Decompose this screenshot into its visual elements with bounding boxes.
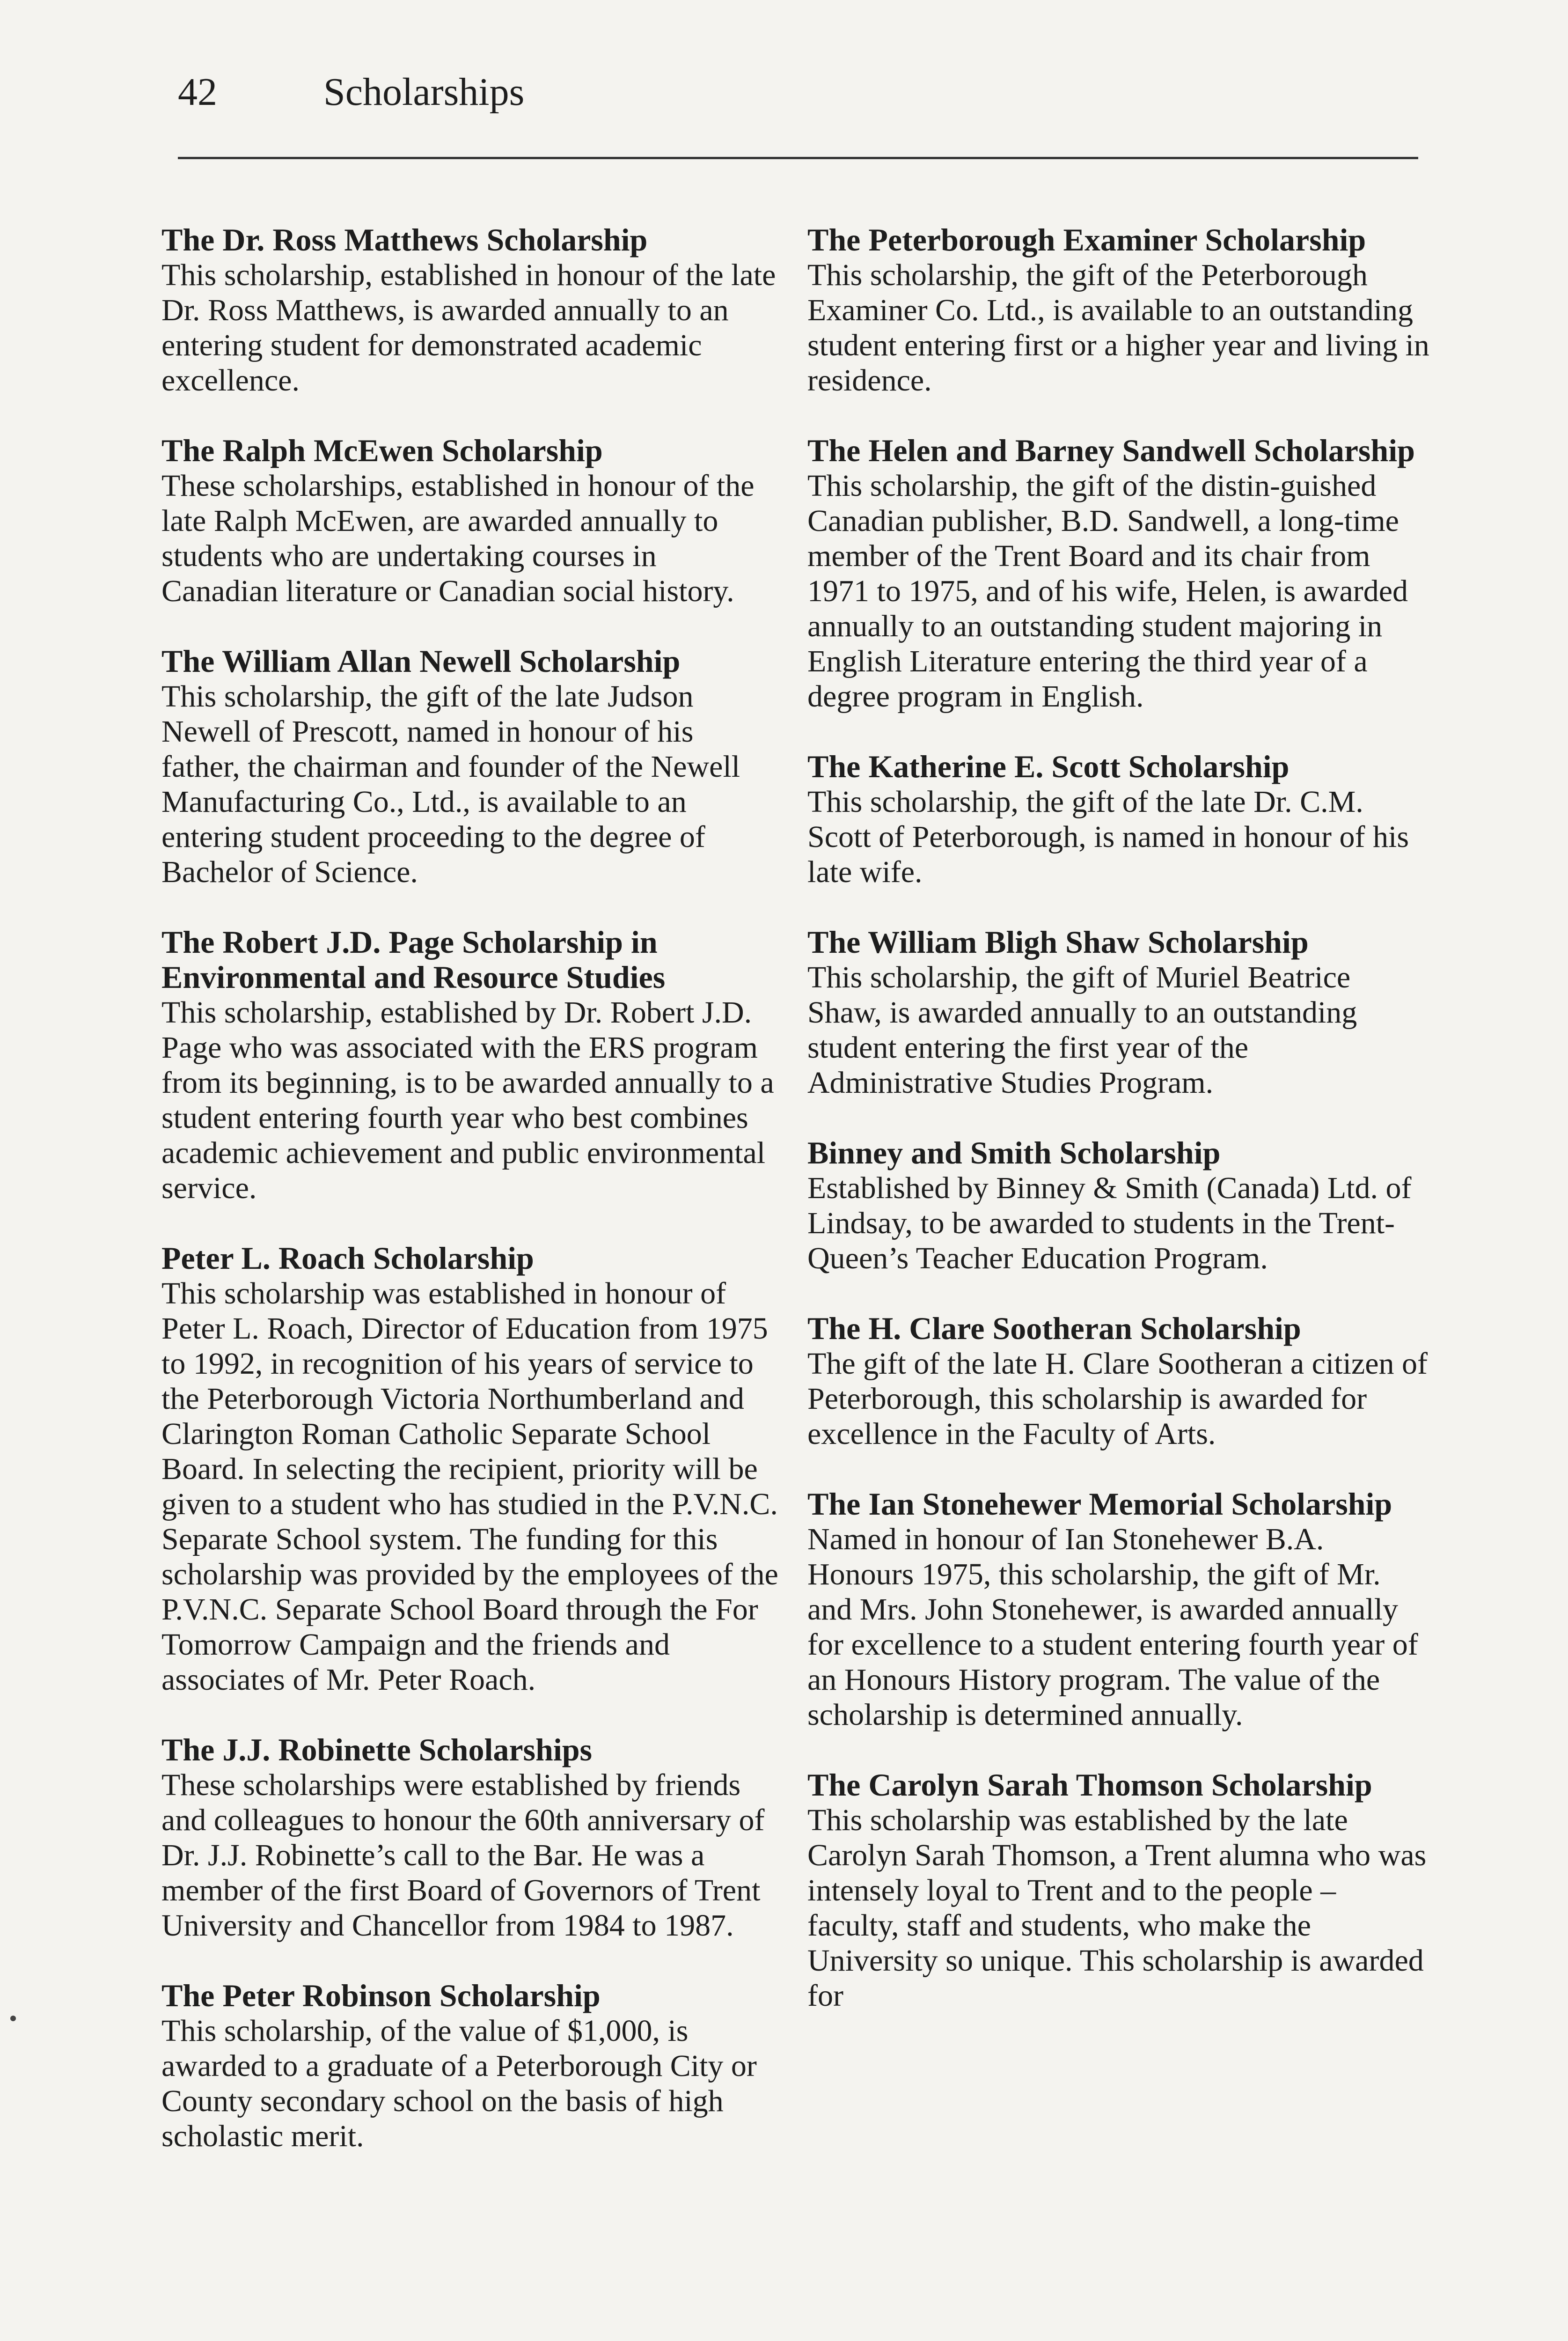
scholarship-entry <box>807 1135 1430 1276</box>
scholarship-title: The Ian Stonehewer Memorial Scholarship <box>807 1486 1392 1522</box>
scholarship-title: Peter L. Roach Scholarship <box>161 1240 534 1276</box>
scholarship-entry <box>161 1732 779 1943</box>
scholarship-description: This scholarship, established in honour of the late Dr. Ross Matthews, is awarded annually to an entering student for demonstrated academic excellence. <box>161 258 776 398</box>
scholarship-description: Established by Binney & Smith (Canada) Ltd. of Lindsay, to be awarded to students in the Trent-Queen’s Teacher Education Program. <box>807 1171 1412 1275</box>
scholarship-title: Binney and Smith Scholarship <box>807 1135 1221 1170</box>
scholarship-description: This scholarship was established by the late Carolyn Sarah Thomson, a Trent alumna who was intensely loyal to Trent and to the people – faculty, staff and students, who make the University so unique. This scholarship is awarded for <box>807 1803 1427 2013</box>
scholarship-title: The Robert J.D. Page Scholarship in Environmental and Resource Studies <box>161 924 666 995</box>
scholarship-entry <box>161 925 779 1206</box>
scholarship-description: This scholarship, established by Dr. Robert J.D. Page who was associated with the ERS program from its beginning, is to be awarded annually to a student entering fourth year who best combines academic achievement and public environmental service. <box>161 995 774 1205</box>
scholarship-description: This scholarship was established in honour of Peter L. Roach, Director of Education from 1975 to 1992, in recognition of his years of service to the Peterborough Victoria Northumberland and Clarington Roman Catholic Separate School Board. In selecting the recipient, priority will be given to a student who has studied in the P.V.N.C. Separate School system. The funding for this scholarship was provided by the employees of the P.V.N.C. Separate School Board through the For Tomorrow Campaign and the friends and associates of Mr. Peter Roach. <box>161 1276 778 1697</box>
scholarship-description: This scholarship, the gift of the Peterborough Examiner Co. Ltd., is available to an outstanding student entering first or a higher year and living in residence. <box>807 258 1429 398</box>
scholarship-entry <box>161 433 779 609</box>
scholarship-description: The gift of the late H. Clare Sootheran a citizen of Peterborough, this scholarship is awarded for excellence in the Faculty of Arts. <box>807 1347 1428 1451</box>
scholarship-title: The Peter Robinson Scholarship <box>161 1978 601 2013</box>
scholarship-title: The Dr. Ross Matthews Scholarship <box>161 222 648 258</box>
scholarship-entry <box>161 222 779 398</box>
scholarship-entry <box>807 749 1430 890</box>
scholarship-title: The Ralph McEwen Scholarship <box>161 433 603 468</box>
right-column <box>807 222 1430 2048</box>
scholarship-title: The William Allan Newell Scholarship <box>161 643 681 679</box>
scholarship-title: The H. Clare Sootheran Scholarship <box>807 1310 1301 1346</box>
page-number: 42 <box>178 70 217 114</box>
scholarship-entry <box>807 1767 1430 2013</box>
scholarship-description: This scholarship, the gift of the distin-guished Canadian publisher, B.D. Sandwell, a long-time member of the Trent Board and its chair from 1971 to 1975, and of his wife, Helen, is awarded annually to an outstanding student majoring in English Literature entering the third year of a degree program in English. <box>807 469 1408 714</box>
scholarship-title: The Katherine E. Scott Scholarship <box>807 749 1290 784</box>
scholarship-description: Named in honour of Ian Stonehewer B.A. Honours 1975, this scholarship, the gift of Mr. and Mrs. John Stonehewer, is awarded annually for excellence to a student entering fourth year of an Honours History program. The value of the scholarship is determined annually. <box>807 1522 1418 1732</box>
scholarship-entry <box>807 433 1430 714</box>
scholarship-title: The Helen and Barney Sandwell Scholarship <box>807 433 1415 468</box>
header-rule <box>178 157 1418 159</box>
scholarship-entry <box>807 1487 1430 1732</box>
scholarship-entry <box>161 1978 779 2154</box>
scholarship-title: The William Bligh Shaw Scholarship <box>807 924 1309 960</box>
section-title: Scholarships <box>323 70 525 114</box>
scholarship-entry <box>161 644 779 890</box>
scholarship-description: This scholarship, the gift of Muriel Beatrice Shaw, is awarded annually to an outstanding student entering the first year of the Administrative Studies Program. <box>807 960 1357 1100</box>
scholarship-title: The Carolyn Sarah Thomson Scholarship <box>807 1767 1372 1803</box>
scholarship-description: These scholarships were established by friends and colleagues to honour the 60th anniversary of Dr. J.J. Robinette’s call to the Bar. He was a member of the first Board of Governors of Trent University and Chancellor from 1984 to 1987. <box>161 1768 765 1943</box>
scholarship-description: This scholarship, the gift of the late Dr. C.M. Scott of Peterborough, is named in honour of his late wife. <box>807 785 1409 889</box>
scholarship-entry <box>161 1241 779 1697</box>
scholarship-title: The J.J. Robinette Scholarships <box>161 1732 592 1767</box>
scan-speck <box>10 2016 16 2021</box>
scholarship-description: This scholarship, the gift of the late Judson Newell of Prescott, named in honour of his father, the chairman and founder of the Newell Manufacturing Co., Ltd., is available to an entering student proceeding to the degree of Bachelor of Science. <box>161 679 740 889</box>
scholarship-title: The Peterborough Examiner Scholarship <box>807 222 1366 258</box>
scholarship-description: This scholarship, of the value of $1,000, is awarded to a graduate of a Peterborough City or County secondary school on the basis of high scholastic merit. <box>161 2014 757 2153</box>
scholarship-description: These scholarships, established in honour of the late Ralph McEwen, are awarded annually to students who are undertaking courses in Canadian literature or Canadian social history. <box>161 469 755 608</box>
page-header <box>178 70 525 114</box>
scholarship-entry <box>807 1311 1430 1451</box>
scholarship-entry <box>807 222 1430 398</box>
scholarship-entry <box>807 925 1430 1100</box>
left-column <box>161 222 779 2189</box>
